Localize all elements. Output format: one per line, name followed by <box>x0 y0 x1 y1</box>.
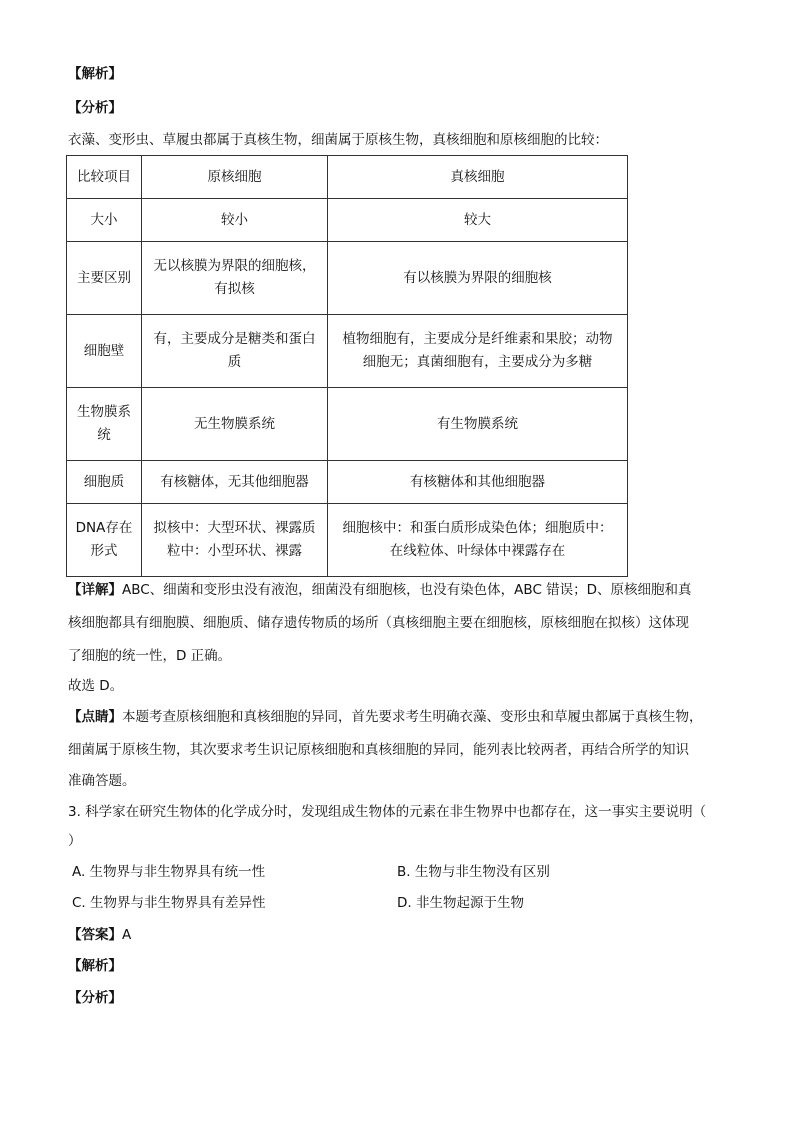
detail-choice: 故选 D。 <box>68 678 124 694</box>
table-header-row <box>67 156 628 199</box>
table-cell: 细胞核中：和蛋白质形成染色体；细胞质中：在线粒体、叶绿体中裸露存在 <box>328 504 628 577</box>
analysis-heading: 【解析】 <box>68 66 122 82</box>
table-cell: 无生物膜系统 <box>142 388 328 461</box>
comment-line-1 <box>68 707 734 727</box>
table-cell: 无以核膜为界限的细胞核，有拟核 <box>142 242 328 315</box>
comparison-table <box>66 155 628 577</box>
detail-text: ABC、细菌和变形虫没有液泡，细菌没有细胞核，也没有染色体，ABC 错误；D、原核细胞和真 <box>122 582 692 598</box>
table-cell: 有核糖体，无其他细胞器 <box>142 461 328 504</box>
comment-line-2: 细菌属于原核生物，其次要求考生识记原核细胞和真核细胞的异同，能列表比较两者，再结合所学的知识 <box>68 742 689 758</box>
table-cell: 有生物膜系统 <box>328 388 628 461</box>
table-cell: 有以核膜为界限的细胞核 <box>328 242 628 315</box>
table-cell: 主要区别 <box>67 242 142 315</box>
table-cell: 大小 <box>67 199 142 242</box>
table-row <box>67 461 628 504</box>
detail-line-1 <box>68 580 734 600</box>
table-row <box>67 242 628 315</box>
comment-line-3: 准确答题。 <box>68 773 136 789</box>
table-row <box>67 199 628 242</box>
option-d: D. 非生物起源于生物 <box>397 895 524 911</box>
table-cell: 有，主要成分是糖类和蛋白质 <box>142 315 328 388</box>
detail-line-2: 核细胞都具有细胞膜、细胞质、储存遗传物质的场所（真核细胞主要在细胞核，原核细胞在拟核）这体现 <box>68 615 689 631</box>
table-cell: 细胞质 <box>67 461 142 504</box>
detail-line-3: 了细胞的统一性，D 正确。 <box>68 648 232 664</box>
table-cell: 较小 <box>142 199 328 242</box>
answer-value: A <box>122 927 132 943</box>
table-cell: 有核糖体和其他细胞器 <box>328 461 628 504</box>
table-row <box>67 388 628 461</box>
table-row <box>67 504 628 577</box>
answer-line <box>68 925 734 945</box>
table-cell: 原核细胞 <box>142 156 328 199</box>
fenxi-heading: 【分析】 <box>68 100 122 116</box>
question-stem: 3. 科学家在研究生物体的化学成分时，发现组成生物体的元素在非生物界中也都存在，这一事实主要说明（ <box>68 804 707 820</box>
table-cell: 细胞壁 <box>67 315 142 388</box>
analysis-heading-2: 【解析】 <box>68 958 122 974</box>
answer-heading: 【答案】 <box>68 927 122 943</box>
table-cell: 真核细胞 <box>328 156 628 199</box>
comment-heading: 【点睛】 <box>68 709 122 725</box>
option-b: B. 生物与非生物没有区别 <box>397 864 550 880</box>
table-cell: 生物膜系统 <box>67 388 142 461</box>
table-cell: 拟核中：大型环状、裸露质粒中：小型环状、裸露 <box>142 504 328 577</box>
question-stem-end: ） <box>68 833 82 849</box>
table-cell: 植物细胞有，主要成分是纤维素和果胶；动物细胞无；真菌细胞有，主要成分为多糖 <box>328 315 628 388</box>
option-a: A. 生物界与非生物界具有统一性 <box>72 864 266 880</box>
table-row <box>67 315 628 388</box>
table-cell: 较大 <box>328 199 628 242</box>
table-cell: DNA存在形式 <box>67 504 142 577</box>
fenxi-heading-2: 【分析】 <box>68 990 122 1006</box>
comment-text: 本题考查原核细胞和真核细胞的异同，首先要求考生明确衣藻、变形虫和草履虫都属于真核生物， <box>122 709 703 725</box>
intro-text: 衣藻、变形虫、草履虫都属于真核生物，细菌属于原核生物，真核细胞和原核细胞的比较： <box>68 132 608 148</box>
table-cell: 比较项目 <box>67 156 142 199</box>
option-c: C. 生物界与非生物界具有差异性 <box>72 895 266 911</box>
detail-heading: 【详解】 <box>68 582 122 598</box>
